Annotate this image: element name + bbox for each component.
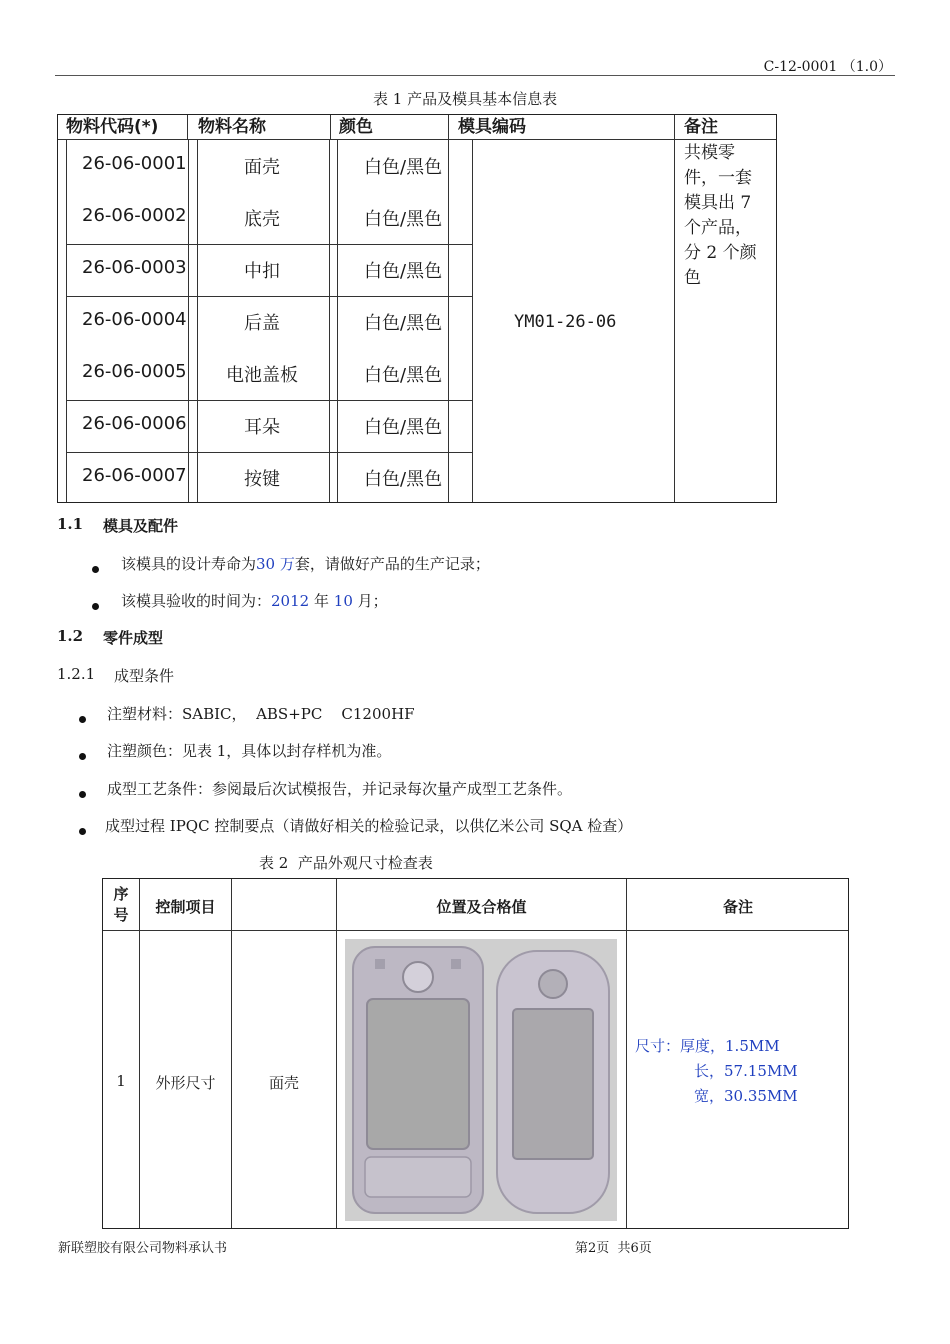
row-5-code: 26-06-0005 — [82, 361, 187, 382]
molding-process-bullet: 成型工艺条件：参阅最后次试模报告，并记录每次量产成型工艺条件。 — [107, 780, 573, 798]
bullet-dot-icon — [92, 566, 99, 573]
row-5-name: 电池盖板 — [226, 365, 298, 386]
width-value: 宽，30.35MM — [694, 1087, 798, 1105]
col-header-material-name: 物料名称 — [198, 117, 266, 137]
mold-code-value: YM01-26-06 — [514, 312, 617, 332]
row-6-name: 耳朵 — [244, 417, 280, 438]
col-header-remark: 备注 — [684, 117, 718, 137]
row-1-code: 26-06-0001 — [82, 153, 187, 174]
row-seq: 1 — [116, 1072, 126, 1090]
footer-page-number: 第2页 共6页 — [575, 1241, 652, 1256]
row-7-code: 26-06-0007 — [82, 465, 187, 486]
row-2-name: 底壳 — [244, 209, 280, 230]
row-control-item: 外形尺寸 — [155, 1074, 216, 1092]
bullet-dot-icon — [79, 753, 86, 760]
section-1-2-1-number: 1.2.1 — [57, 665, 96, 683]
remark-text: 共模零 件，一套 模具出 7 个产品， 分 2 个颜 色 — [684, 143, 757, 288]
molding-color-bullet: 注塑颜色：见表 1，具体以封存样机为准。 — [107, 742, 392, 760]
header-rule — [55, 75, 895, 76]
bullet-dot-icon — [79, 828, 86, 835]
row-4-color: 白色/黑色 — [364, 313, 443, 334]
col-header-remark: 备注 — [722, 898, 753, 916]
row-1-color: 白色/黑色 — [364, 157, 443, 178]
appearance-dimension-table — [102, 878, 849, 1229]
product-mold-info-table — [57, 114, 777, 503]
row-2-color: 白色/黑色 — [364, 209, 443, 230]
row-5-color: 白色/黑色 — [364, 365, 443, 386]
row-3-name: 中扣 — [244, 261, 280, 282]
row-3-color: 白色/黑色 — [364, 261, 443, 282]
table1-header-rule — [58, 139, 776, 140]
row-3-code: 26-06-0003 — [82, 257, 187, 278]
row-6-color: 白色/黑色 — [364, 417, 443, 438]
bullet-dot-icon — [79, 791, 86, 798]
section-1-1-title: 模具及配件 — [103, 517, 179, 535]
row-7-color: 白色/黑色 — [364, 469, 443, 490]
row-4-name: 后盖 — [244, 313, 280, 334]
row-1-name: 面壳 — [244, 157, 280, 178]
row-7-name: 按键 — [244, 469, 280, 490]
thickness-value: 厚度，1.5MM — [680, 1037, 780, 1055]
col-header-control-item: 控制项目 — [155, 898, 216, 916]
dimension-label: 尺寸： — [635, 1037, 681, 1055]
col-header-material-code: 物料代码(*) — [66, 117, 159, 137]
col-header-seq: 序 号 — [113, 885, 129, 924]
row-2-code: 26-06-0002 — [82, 205, 187, 226]
col-header-mold-code: 模具编码 — [458, 117, 526, 137]
section-1-2-1-title: 成型条件 — [114, 667, 175, 685]
footer-company: 新联塑胶有限公司物料承认书 — [58, 1241, 228, 1256]
molding-material-bullet: 注塑材料：SABIC， ABS+PC C1200HF — [107, 705, 415, 723]
section-1-1-number: 1.1 — [57, 515, 84, 533]
table2-caption: 表 2 产品外观尺寸检查表 — [259, 854, 433, 872]
document-code: C-12-0001 （1.0） — [763, 59, 892, 75]
row-6-code: 26-06-0006 — [82, 413, 187, 434]
dimension-spec — [635, 1034, 845, 1109]
row-4-code: 26-06-0004 — [82, 309, 187, 330]
phone-front-shell-photo — [345, 939, 617, 1221]
section-1-2-title: 零件成型 — [103, 629, 164, 647]
length-value: 长，57.15MM — [694, 1062, 798, 1080]
col-header-color: 颜色 — [339, 117, 373, 137]
bullet-dot-icon — [92, 603, 99, 610]
mold-life-bullet: 该模具的设计寿命为30 万套，请做好产品的生产记录； — [121, 555, 490, 573]
row-part-name: 面壳 — [268, 1074, 299, 1092]
section-1-2-number: 1.2 — [57, 627, 84, 645]
col-header-position-value: 位置及合格值 — [436, 898, 527, 916]
mold-acceptance-bullet: 该模具验收的时间为：2012 年 10 月； — [121, 592, 388, 610]
table1-caption: 表 1 产品及模具基本信息表 — [373, 90, 558, 108]
bullet-dot-icon — [79, 716, 86, 723]
ipqc-control-bullet: 成型过程 IPQC 控制要点（请做好相关的检验记录，以供亿米公司 SQA 检查） — [105, 817, 633, 835]
